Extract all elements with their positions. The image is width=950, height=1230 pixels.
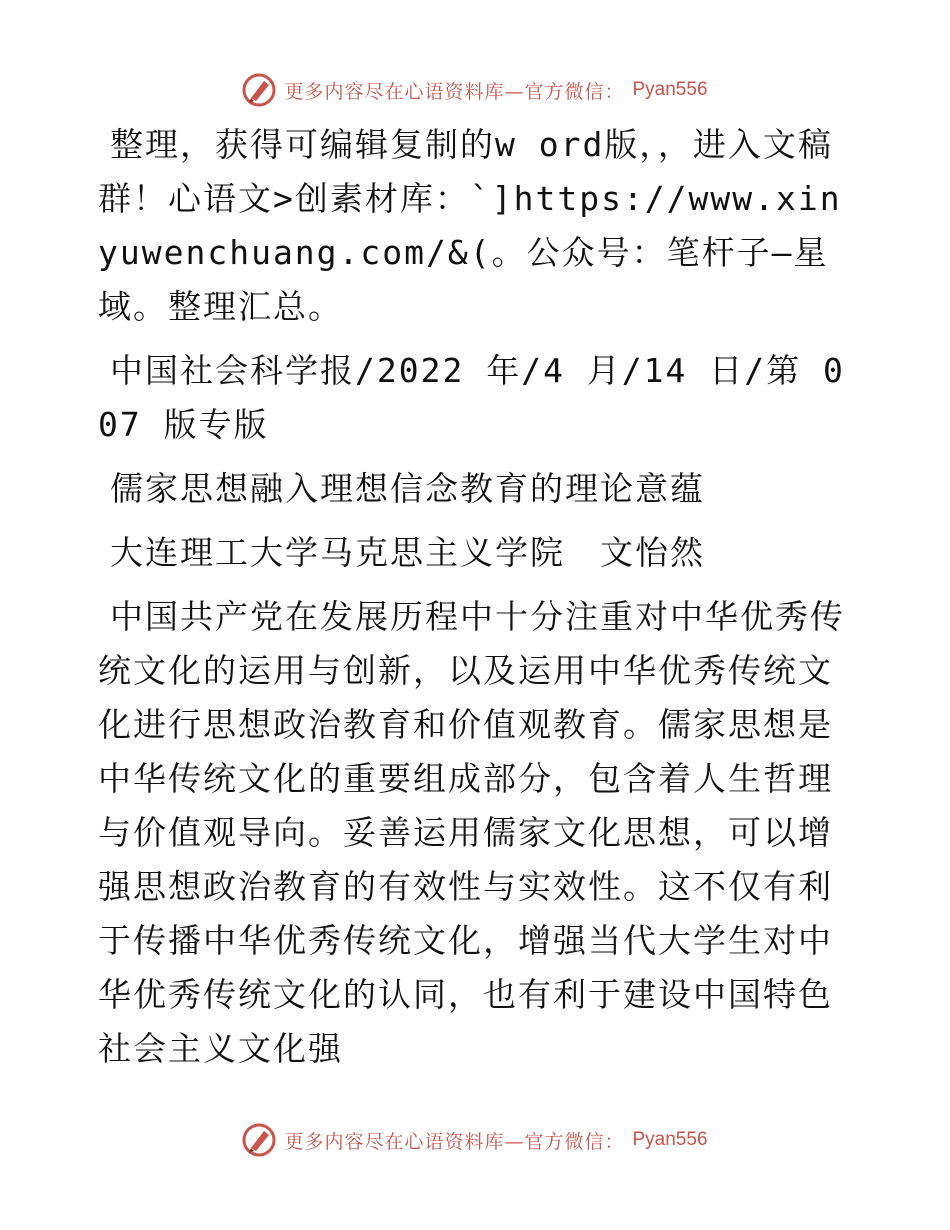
- document-body: [98, 118, 858, 1086]
- pen-logo-icon: [242, 1123, 276, 1157]
- pen-logo-icon: [242, 73, 276, 107]
- intro-paragraph: 整理，获得可编辑复制的w ord版，，进入文稿群！心语文>创素材库：`]https://www.xinyuwenchuang.com/&(。公众号：笔杆子—星域。整理汇总。: [98, 125, 842, 326]
- banner-wechat-handle: Pyan556: [632, 79, 708, 100]
- header-banner: [0, 70, 950, 110]
- banner-text: 更多内容尽在心语资料库—官方微信：: [284, 1130, 625, 1153]
- source-line: 中国社会科学报/2022 年/4 月/14 日/第 007 版专版: [98, 351, 845, 444]
- body-paragraph: 中国共产党在发展历程中十分注重对中华优秀传统文化的运用与创新，以及运用中华优秀传统文化进行思想政治教育和价值观教育。儒家思想是中华传统文化的重要组成部分，包含着人生哲理与价值观导向。妥善运用儒家文化思想，可以增强思想政治教育的有效性与实效性。这不仅有利于传播中华优秀传统文化，增强当代大学生对中华优秀传统文化的认同，也有利于建设中国特色社会主义文化强: [98, 597, 845, 1068]
- footer-banner: [0, 1120, 950, 1160]
- banner-text: 更多内容尽在心语资料库—官方微信：: [284, 80, 625, 103]
- banner-wechat-handle: Pyan556: [632, 1129, 708, 1150]
- author-line: 大连理工大学马克思主义学院 文怡然: [110, 533, 705, 572]
- article-title: 儒家思想融入理想信念教育的理论意蕴: [110, 469, 705, 508]
